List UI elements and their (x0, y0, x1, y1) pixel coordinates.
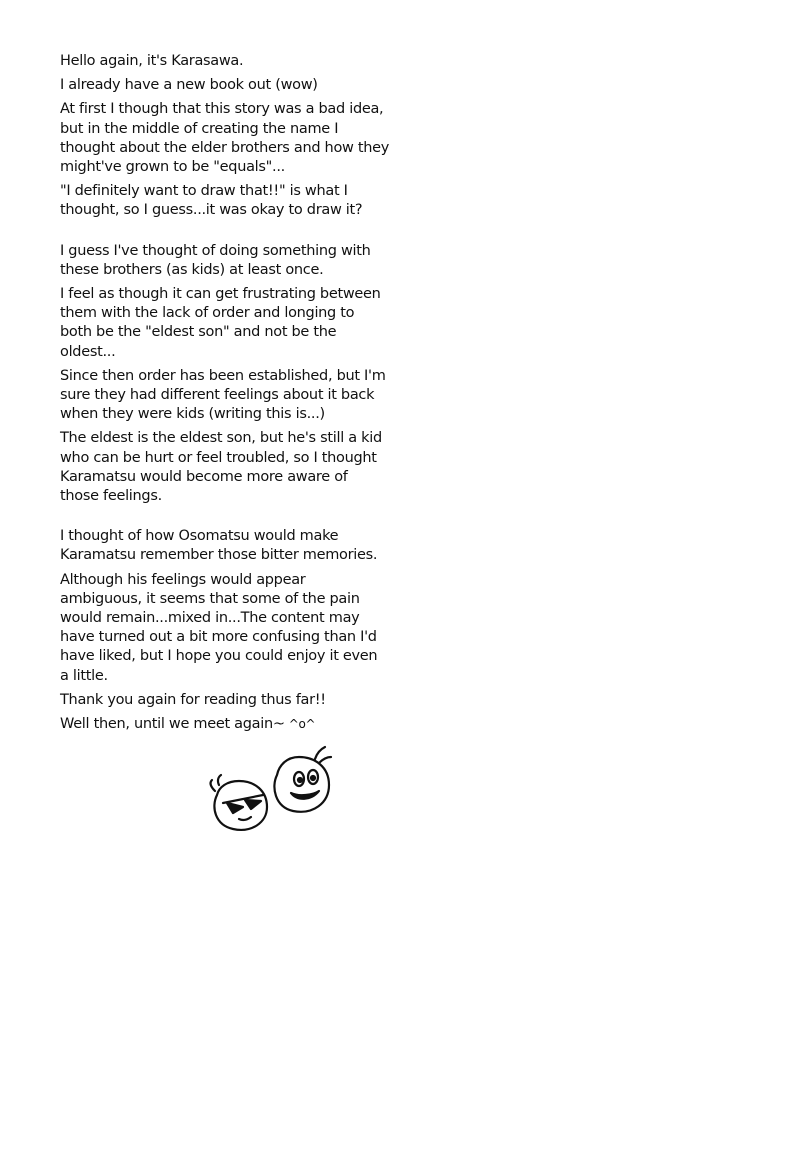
brothers-doodle-icon (205, 745, 335, 835)
paragraph: I feel as though it can get frustrating between them with the lack of order and longing to both be the "eldest son" and not be the oldest... (60, 286, 381, 360)
paragraph-gap (60, 226, 390, 242)
paragraph: Thank you again for reading thus far!! (60, 691, 326, 708)
paragraph: "I definitely want to draw that!!" is what I thought, so I guess...it was okay to draw it? (60, 183, 363, 219)
closing-text: Well then, until we meet again~ (60, 716, 285, 733)
paragraph: I guess I've thought of doing something with these brothers (as kids) at least once. (60, 242, 371, 278)
paragraph: Hello again, it's Karasawa. (60, 53, 244, 69)
paragraph: I already have a new book out (wow) (60, 77, 318, 94)
closing-line (60, 715, 390, 734)
paragraph: Although his feelings would appear ambiguous, it seems that some of the pain would remain...mixed in...The content may have turned out a bit more confusing than I'd have liked, but I hope you could enjoy it even a little. (60, 571, 378, 684)
paragraph-gap (60, 511, 390, 527)
closing-emote: ^o^ (288, 717, 316, 732)
paragraph: At first I though that this story was a bad idea, but in the middle of creating the name I thought about the elder brothers and how they might've grown to be "equals"... (60, 101, 390, 176)
paragraph: The eldest is the eldest son, but he's still a kid who can be hurt or feel troubled, so I thought Karamatsu would become more aware of those feelings. (60, 430, 382, 505)
afterword-text (60, 52, 390, 739)
paragraph: I thought of how Osomatsu would make Karamatsu remember those bitter memories. (60, 528, 378, 564)
paragraph: Since then order has been established, but I'm sure they had different feelings about it back when they were kids (writing this is...) (60, 367, 386, 423)
